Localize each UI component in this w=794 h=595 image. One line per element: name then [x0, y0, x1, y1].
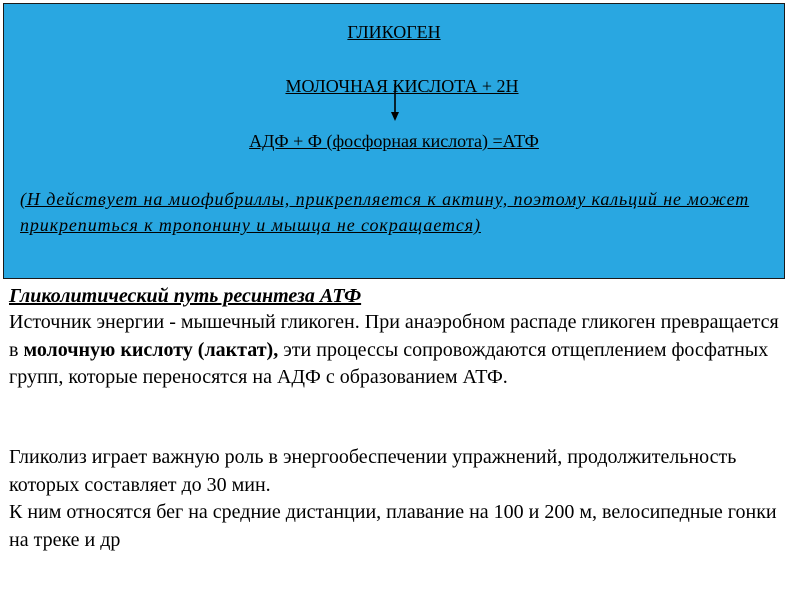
paragraph-energy-source: [9, 309, 789, 392]
down-arrow-icon: [390, 84, 400, 122]
formula-box: [3, 3, 785, 279]
glycogen-label: ГЛИКОГЕН: [347, 22, 441, 42]
paragraph-text: Источник энергии - мышечный гликоген. При анаэробном распаде гликоген превращается в: [9, 311, 779, 361]
lactic-acid-label: МОЛОЧНАЯ КИСЛОТА + 2Н: [285, 76, 519, 96]
atp-formula-label: АДФ + Ф (фосфорная кислота) =АТФ: [249, 131, 539, 151]
paragraph-line: К ним относятся бег на средние дистанции, плавание на 100 и 200 м, велосипедные гонки на треке и др: [9, 501, 777, 551]
section-heading: Гликолитический путь ресинтеза АТФ: [9, 285, 362, 307]
paragraph-text: эти процессы сопровождаются отщеплением фосфатных групп, которые переносятся на АДФ с образованием АТФ.: [9, 338, 769, 388]
paragraph-glycolysis-role: [9, 444, 789, 554]
paragraph-line: Гликолиз играет важную роль в энергообеспечении упражнений, продолжительность которых составляет до 30 мин.: [9, 446, 737, 496]
hydrogen-note: (Н действует на миофибриллы, прикрепляется к актину, поэтому кальций не может прикрепиться к тропонину и мышца не сокращается): [20, 189, 750, 235]
lactic-acid-emphasis: молочную кислоту (лактат),: [23, 338, 279, 361]
